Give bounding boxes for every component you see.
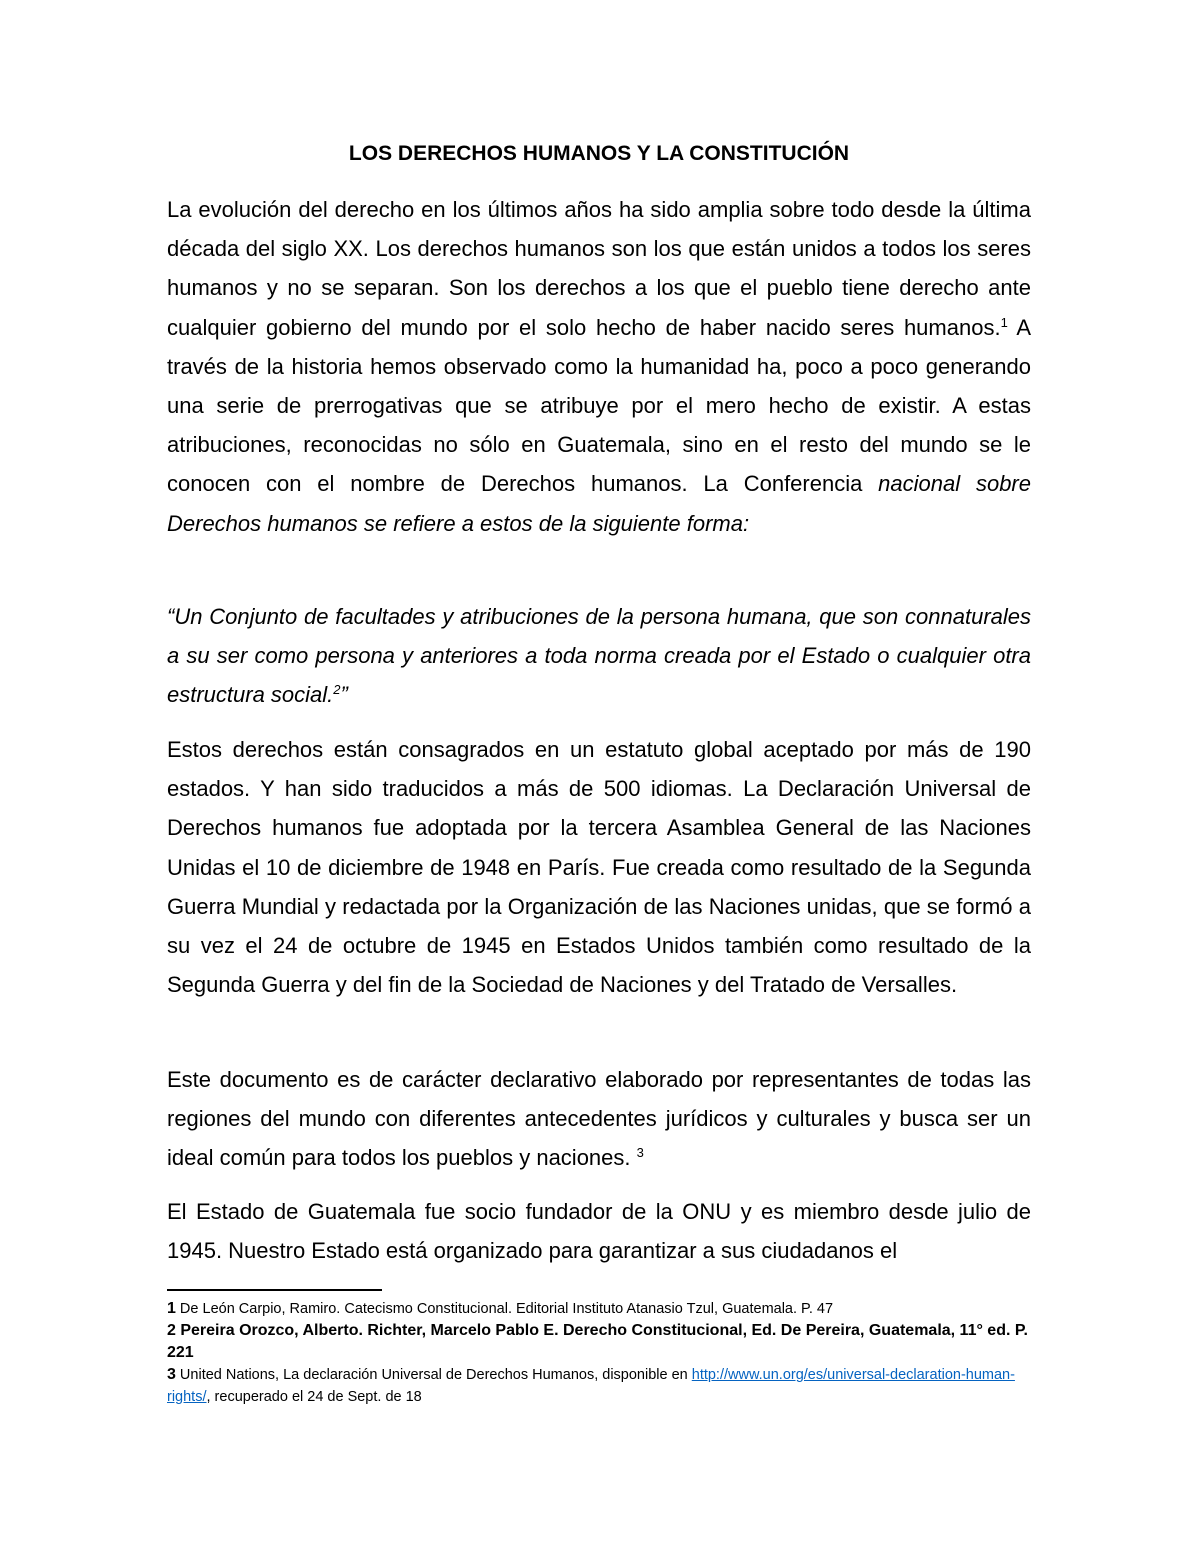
quote-text: “Un Conjunto de facultades y atribuciones de la persona humana, que son connaturales a su ser como persona y anteriores a toda norma creada por el Estado o cualquier otra estructura social. xyxy=(167,604,1031,708)
footnote-ref-3[interactable]: 3 xyxy=(636,1145,644,1161)
footnote-text: De León Carpio, Ramiro. Catecismo Constitucional. Editorial Instituto Atanasio Tzul, Guatemala. P. 47 xyxy=(175,1301,834,1317)
paragraph-italic-text: nacional sobre Derechos humanos se refiere a estos de la siguiente forma: xyxy=(167,471,1031,536)
footnote-ref-1[interactable]: 1 xyxy=(1000,314,1008,330)
paragraph-declaration: Estos derechos están consagrados en un estatuto global aceptado por más de 190 estados. Y han sido traducidos a más de 500 idiomas. La Declaración Universal de Derechos humanos fue adoptada por la tercera Asamblea General de las Naciones Unidas el 10 de diciembre de 1948 en París. Fue creada como resultado de la Segunda Guerra Mundial y redactada por la Organización de las Naciones unidas, que se formó a su vez el 24 de octubre de 1945 en Estados Unidos también como resultado de la Segunda Guerra y del fin de la Sociedad de Naciones y del Tratado de Versalles. xyxy=(167,737,1031,998)
footnote-text: Pereira Orozco, Alberto. Richter, Marcelo Pablo E. Derecho Constitucional, Ed. De Pereira, Guatemala, 11° ed. P. 221 xyxy=(167,1322,1028,1361)
paragraph-document-nature xyxy=(167,1060,1031,1178)
quote-close: ” xyxy=(340,682,348,708)
paragraph-text: Este documento es de carácter declarativo elaborado por representantes de todas las regiones del mundo con diferentes antecedentes jurídicos y culturales y busca ser un ideal común para todos los pueblos y naciones. xyxy=(167,1067,1031,1171)
footnote-text: United Nations, La declaración Universal de Derechos Humanos, disponible en xyxy=(175,1367,692,1383)
footnote-number: 2 xyxy=(167,1322,176,1339)
paragraph-text: La evolución del derecho en los últimos años ha sido amplia sobre todo desde la última década del siglo XX. Los derechos humanos son los que están unidos a todos los seres humanos y no se separan. Son los derechos a los que el pueblo tiene derecho ante cualquier gobierno del mundo por el solo hecho de haber nacido seres humanos. xyxy=(167,197,1031,340)
document-title: LOS DERECHOS HUMANOS Y LA CONSTITUCIÓN xyxy=(348,142,850,165)
footnote-ref-2[interactable]: 2 xyxy=(333,682,341,698)
paragraph-guatemala: El Estado de Guatemala fue socio fundador de la ONU y es miembro desde julio de 1945. Nuestro Estado está organizado para garantizar a sus ciudadanos el xyxy=(167,1199,1031,1264)
footnotes xyxy=(167,1298,1031,1408)
footnote-link[interactable]: http://www.un.org/es/universal-declaration-human-rights/ xyxy=(167,1367,1015,1405)
footnote-number: 1 xyxy=(167,1300,176,1317)
paragraph-text: A través de la historia hemos observado como la humanidad ha, poco a poco generando una serie de prerrogativas que se atribuye por el mero hecho de existir. A estas atribuciones, reconocidas no sólo en Guatemala, sino en el resto del mundo se le conocen con el nombre de Derechos humanos. La Conferencia xyxy=(167,314,1032,497)
footnote-number: 3 xyxy=(167,1366,176,1383)
quote-paragraph xyxy=(167,597,1031,715)
footnote-1 xyxy=(167,1298,1031,1320)
footnote-text: , recuperado el 24 de Sept. de 18 xyxy=(206,1389,422,1405)
footnote-separator xyxy=(167,1289,382,1291)
paragraph-introduction xyxy=(167,190,1031,543)
footnote-2 xyxy=(167,1320,1031,1364)
footnote-3 xyxy=(167,1364,1031,1408)
